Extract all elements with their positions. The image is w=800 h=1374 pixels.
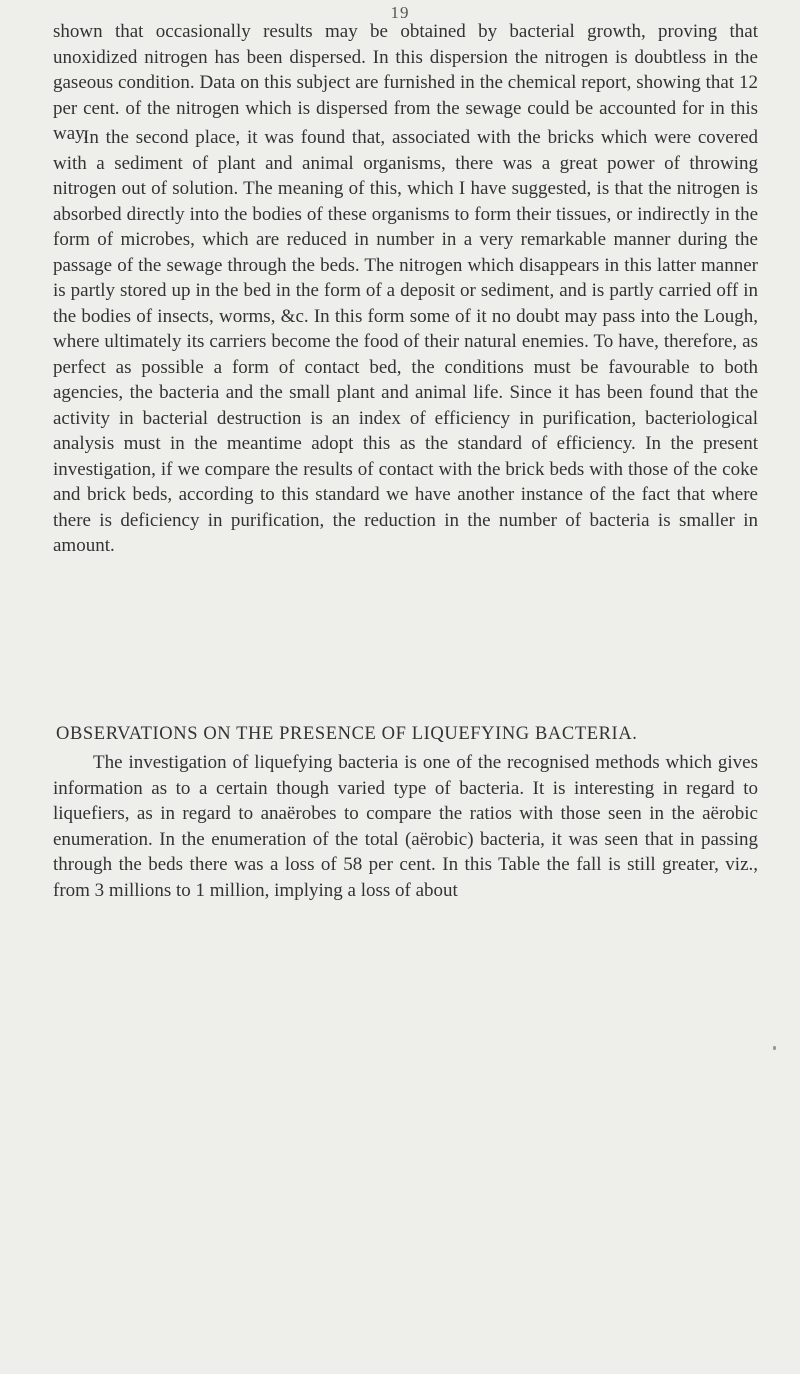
paragraph-liquefying-bacteria (53, 750, 758, 903)
paragraph-text: shown that occasionally results may be obtained by bacterial growth, proving that unoxidized nitrogen has been dispersed. In this dispersion the nitrogen is doubtless in the gaseous condition. Data on this subject are furnished in the chemical report, showing that 12 per cent. of the nitrogen which is dispersed from the sewage could be accounted for in this way. (53, 21, 758, 144)
paragraph-text: In the second place, it was found that, associated with the bricks which were covered with a sediment of plant and animal organisms, there was a great power of throwing nitrogen out of solution. The meaning of this, which I have suggested, is that the nitrogen is absorbed directly into the bodies of these organisms to form their tissues, or indirectly in the form of microbes, which are reduced in number in a very remarkable manner during the passage of the sewage through the beds. The nitrogen which disappears in this latter manner is partly stored up in the bed in the form of a deposit or sediment, and is partly carried off in the bodies of insects, worms, &c. In this form some of it no doubt may pass into the Lough, where ultimately its carriers become the food of their natural enemies. To have, therefore, as perfect as possible a form of contact bed, the conditions must be favourable to both agencies, the bacteria and the small plant and animal life. Since it has been found that the activity in bacterial destruction is an index of efficiency in purification, bacteriological analysis must in the meantime adopt this as the standard of efficiency. In the present investigation, if we compare the results of contact with the brick beds with those of the coke and brick beds, according to this standard we have another instance of the fact that where there is deficiency in purification, the reduction in the number of bacteria is smaller in amount. (53, 127, 758, 556)
ink-speck (773, 1046, 776, 1050)
paragraph-text: The investigation of liquefying bacteria is one of the recognised methods which gives information as to a certain though varied type of bacteria. It is interesting in regard to liquefiers, as in regard to anaërobes to compare the ratios with those seen in the aërobic enumeration. In the enumeration of the total (aërobic) bacteria, it was seen that in passing through the beds there was a loss of 58 per cent. In this Table the fall is still greater, viz., from 3 millions to 1 million, implying a loss of about (53, 752, 758, 901)
page-number: 19 (390, 3, 410, 22)
paragraph-second-place (53, 125, 758, 559)
section-heading: OBSERVATIONS ON THE PRESENCE OF LIQUEFYING BACTERIA. (56, 724, 638, 744)
